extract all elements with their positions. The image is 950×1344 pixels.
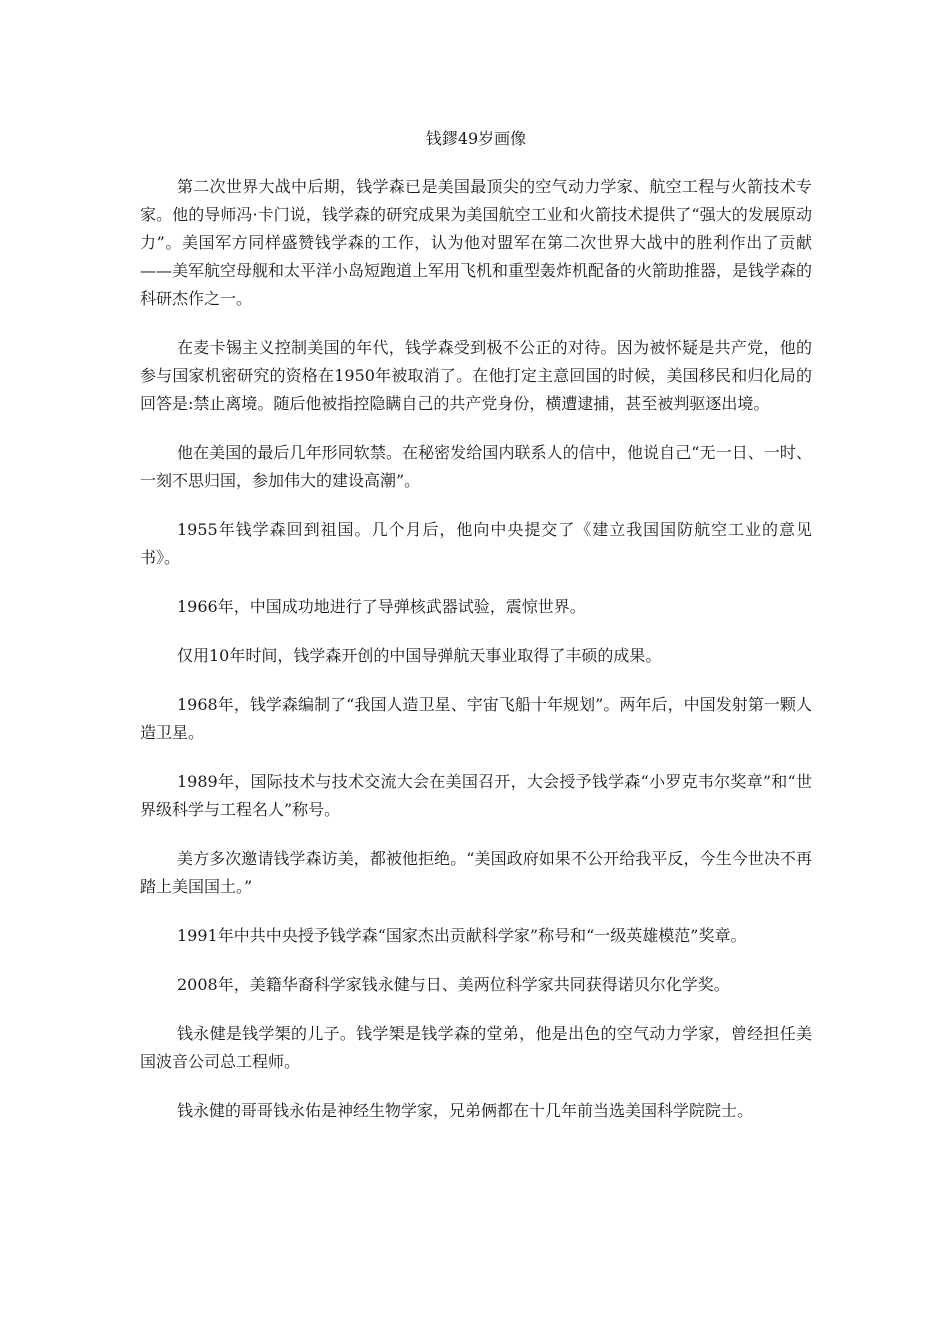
paragraph-5: 1966年，中国成功地进行了导弹核武器试验，震惊世界。 [177,597,586,616]
paragraph-10: 1991年中共中央授予钱学森“国家杰出贡献科学家”称号和“一级英雄模范”奖章。 [177,926,747,945]
paragraph-11: 2008年，美籍华裔科学家钱永健与日、美两位科学家共同获得诺贝尔化学奖。 [177,975,730,994]
paragraph-7: 1968年，钱学森编制了“我国人造卫星、宇宙飞船十年规划”。两年后，中国发射第一颗人造卫星。 [140,695,812,742]
document-page [140,125,812,1146]
paragraph-4: 1955年钱学森回到祖国。几个月后，他向中央提交了《建立我国国防航空工业的意见书》。 [140,520,812,567]
paragraph-8: 1989年，国际技术与技术交流大会在美国召开，大会授予钱学森“小罗克韦尔奖章”和“世界级科学与工程名人”称号。 [140,772,812,819]
paragraph-3: 他在美国的最后几年形同软禁。在秘密发给国内联系人的信中，他说自己“无一日、一时、一刻不思归国，参加伟大的建设高潮”。 [140,443,812,490]
paragraph-1: 第二次世界大战中后期，钱学森已是美国最顶尖的空气动力学家、航空工程与火箭技术专家。他的导师冯·卡门说，钱学森的研究成果为美国航空工业和火箭技术提供了“强大的发展原动力”。美国军方同样盛赞钱学森的工作，认为他对盟军在第二次世界大战中的胜利作出了贡献——美军航空母舰和太平洋小岛短跑道上军用飞机和重型轰炸机配备的火箭助推器，是钱学森的科研杰作之一。 [140,177,813,308]
paragraph-2: 在麦卡锡主义控制美国的年代，钱学森受到极不公正的对待。因为被怀疑是共产党，他的参与国家机密研究的资格在1950年被取消了。在他打定主意回国的时候，美国移民和归化局的回答是:禁止离境。随后他被指控隐瞒自己的共产党身份，横遭逮捕，甚至被判驱逐出境。 [140,338,812,413]
paragraph-12: 钱永健是钱学榘的儿子。钱学榘是钱学森的堂弟，他是出色的空气动力学家，曾经担任美国波音公司总工程师。 [140,1024,812,1071]
paragraph-13: 钱永健的哥哥钱永佑是神经生物学家，兄弟俩都在十几年前当选美国科学院院士。 [177,1101,754,1120]
paragraph-9: 美方多次邀请钱学森访美，都被他拒绝。“美国政府如果不公开给我平反，今生今世决不再踏上美国国土。” [140,849,812,896]
paragraph-6: 仅用10年时间，钱学森开创的中国导弹航天事业取得了丰硕的成果。 [177,646,662,665]
image-caption: 钱鏐49岁画像 [425,129,527,148]
